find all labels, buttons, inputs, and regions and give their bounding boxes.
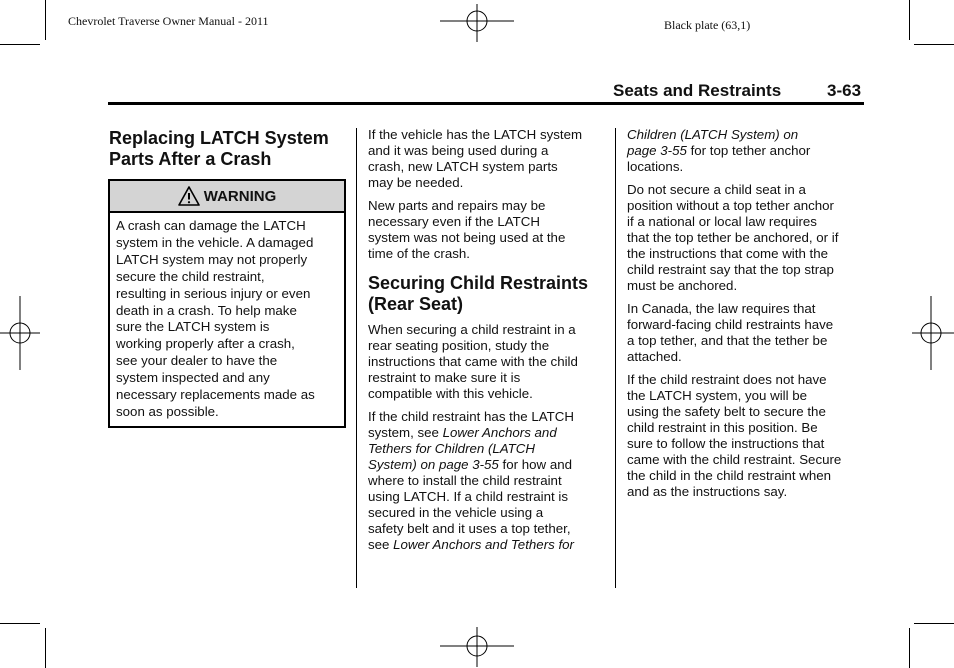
warning-text: A crash can damage the LATCH system in the vehicle. A damaged LATCH system may not properly secure the child restraint, resulting in serious injury or even death in a crash. To help make sure the LATCH system is working properly after a crash, see your dealer to have the system inspected and any necessary replacements made as soon as possible. — [116, 218, 315, 419]
plate-header-left: Chevrolet Traverse Owner Manual - 2011 — [68, 14, 269, 28]
warning-header — [110, 181, 344, 213]
warning-box — [108, 179, 346, 428]
paragraph: If the vehicle has the LATCH system and it was being used during a crash, new LATCH system parts may be needed. — [368, 127, 583, 190]
warning-triangle-icon — [178, 186, 200, 206]
paragraph: If the child restraint does not have the LATCH system, you will be using the safety belt to secure the child restraint in this position. Be sure to follow the instructions that came with the child restraint. Secure the child in the child restraint when and as the instructions say. — [627, 372, 842, 499]
section-heading: Securing Child Restraints (Rear Seat) — [368, 273, 589, 314]
column-2 — [368, 127, 613, 560]
crosshair-registration-icon — [440, 627, 514, 667]
cross-reference-link[interactable]: Children (LATCH System) on — [627, 127, 799, 142]
cross-reference-link[interactable]: Lower Anchors and — [442, 425, 557, 440]
crop-mark — [45, 0, 46, 40]
paragraph: New parts and repairs may be necessary even if the LATCH system was not being used at the time of the crash. — [368, 198, 566, 261]
plate-header-right: Black plate (63,1) — [664, 18, 751, 32]
crop-mark — [909, 628, 910, 668]
crop-mark — [0, 44, 40, 45]
crosshair-registration-icon — [440, 4, 514, 42]
column-divider — [615, 128, 616, 588]
paragraph: In Canada, the law requires that forward-facing child restraints have a top tether, and that the tether be attached. — [627, 301, 834, 364]
crosshair-registration-icon — [0, 296, 40, 370]
crop-mark — [914, 623, 954, 624]
crop-mark — [909, 0, 910, 40]
column-divider — [356, 128, 357, 588]
warning-label: WARNING — [203, 187, 277, 205]
running-head-page: 3-63 — [827, 81, 862, 100]
paragraph: If the child restraint has the LATCH system, see Lower Anchors and Tethers for Children (LATCH System) on page 3-55 for how and where to install the child restraint using LATCH. If a child restraint is secured in the vehicle using a safety belt and it uses a top tether, see Lower Anchors and Tethers for — [368, 409, 574, 552]
crosshair-registration-icon — [912, 296, 954, 370]
cross-reference-link[interactable]: Lower Anchors and Tethers for — [393, 537, 574, 552]
paragraph: When securing a child restraint in a rear seating position, study the instructions that came with the child restraint to make sure it is compatible with this vehicle. — [368, 322, 578, 401]
crop-mark — [0, 623, 40, 624]
section-heading: Replacing LATCH System Parts After a Crash — [109, 128, 329, 169]
cross-reference-link[interactable]: page 3-55 — [627, 143, 687, 158]
running-head-section: Seats and Restraints — [613, 81, 782, 100]
crop-mark — [45, 628, 46, 668]
header-rule — [108, 102, 864, 105]
paragraph: Do not secure a child seat in a position without a top tether anchor if a national or local law requires that the top tether be anchored, or if the instructions that come with the child restraint say that the top strap must be anchored. — [627, 182, 839, 293]
paragraph: Children (LATCH System) on page 3-55 for top tether anchor locations. — [627, 127, 811, 174]
cross-reference-link[interactable]: System) on page 3-55 — [368, 457, 499, 472]
cross-reference-link[interactable]: Tethers for Children (LATCH — [368, 441, 536, 456]
crop-mark — [914, 44, 954, 45]
column-3 — [627, 127, 867, 507]
